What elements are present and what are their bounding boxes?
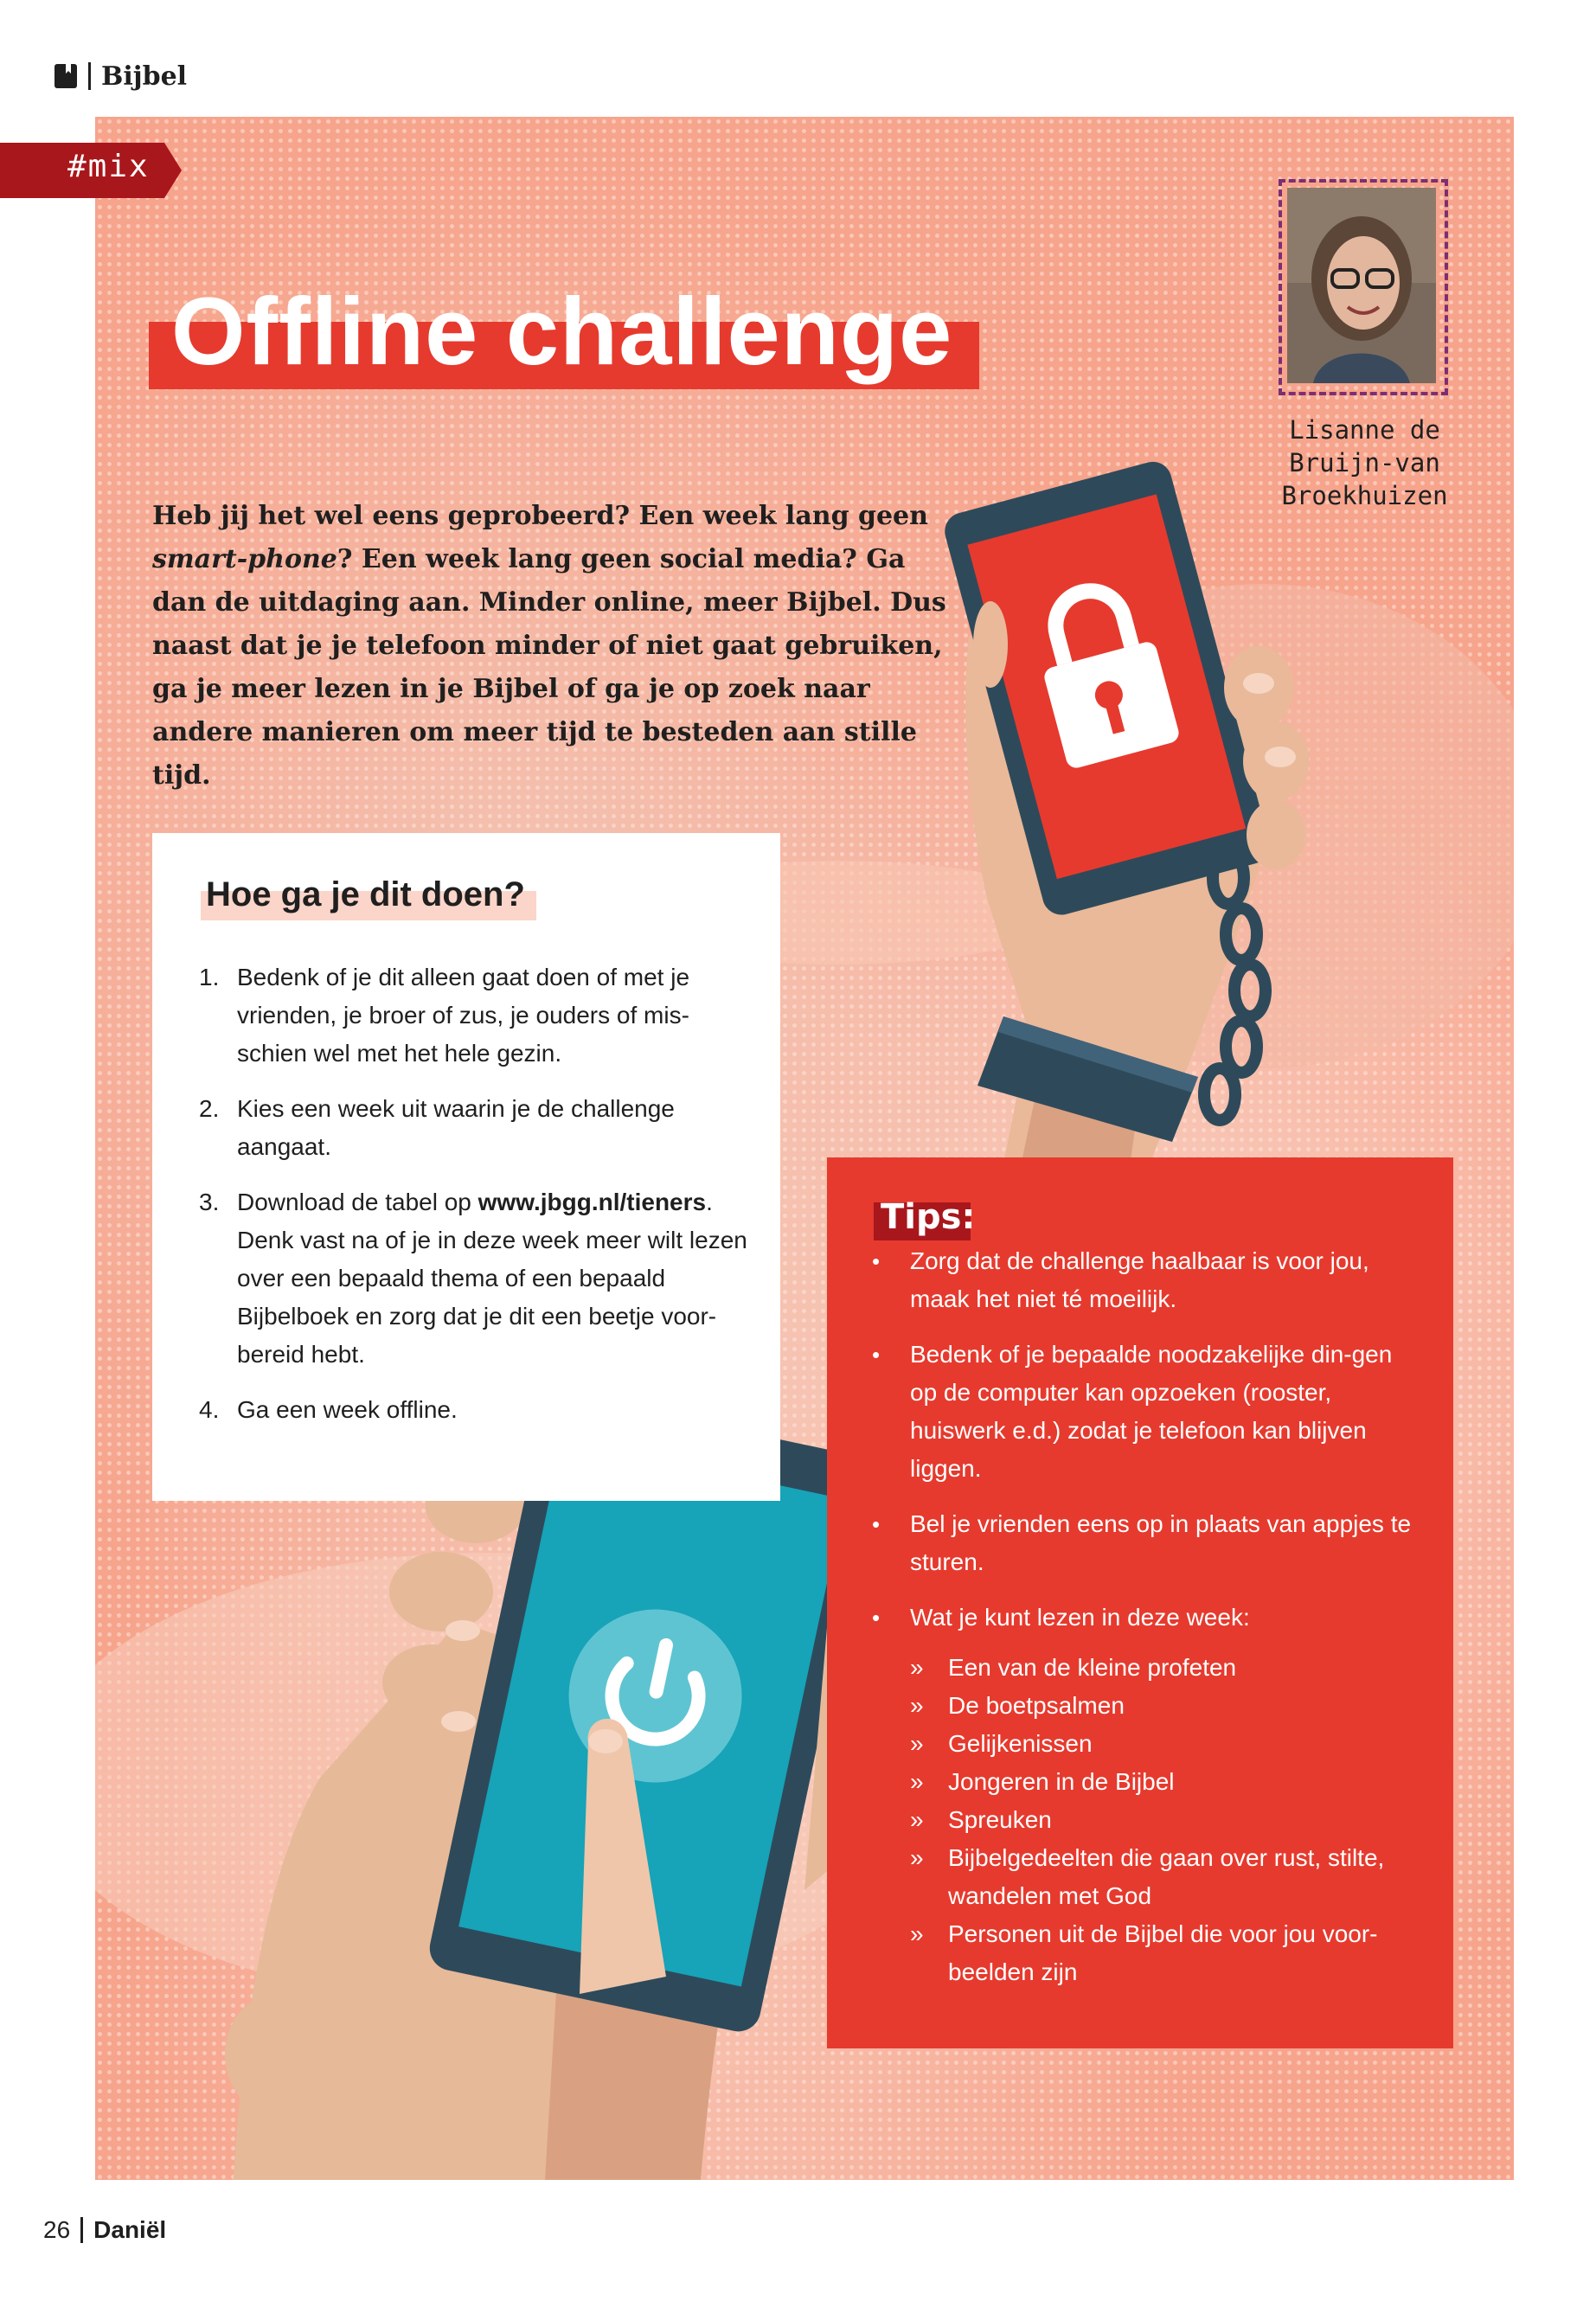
reading-item	[910, 1763, 1417, 1801]
step-number: 3.	[199, 1189, 220, 1215]
tip-item	[872, 1599, 1417, 1991]
page-number: 26	[43, 2216, 71, 2243]
howto-step	[199, 958, 753, 1073]
chevron: »	[910, 1692, 924, 1719]
tips-heading: Tips:	[881, 1197, 976, 1237]
footer-divider	[80, 2217, 83, 2243]
chevron: »	[910, 1806, 924, 1833]
reading-text: Gelijkenissen	[948, 1730, 1093, 1757]
tip-text: Bel je vrienden eens op in plaats van appjes te sturen.	[910, 1510, 1412, 1575]
book-icon	[54, 63, 78, 89]
step-number: 2.	[199, 1095, 220, 1122]
mix-tag-label: #mix	[67, 149, 150, 184]
howto-step	[199, 1183, 753, 1374]
step-text: Ga een week offline.	[237, 1396, 458, 1423]
reading-item	[910, 1915, 1417, 1991]
tip-item	[872, 1336, 1417, 1488]
step-number: 4.	[199, 1396, 220, 1423]
reading-item	[910, 1725, 1417, 1763]
step-number: 1.	[199, 964, 220, 990]
page-title: Offline challenge	[171, 279, 953, 385]
reading-item	[910, 1839, 1417, 1915]
section-label: Bijbel	[101, 61, 188, 92]
header-divider	[88, 62, 91, 90]
chevron: »	[910, 1844, 924, 1871]
step-text: . Denk vast na of je in deze week meer wilt lezen over een bepaald thema of een bepaald Bijbelboek en zorg dat je dit een beetje voor-bereid hebt.	[237, 1189, 747, 1368]
intro-text-1: Heb jij het wel eens geprobeerd? Een week lang geen	[152, 501, 928, 531]
tip-text: Zorg dat de challenge haalbaar is voor jou, maak het niet té moeilijk.	[910, 1247, 1369, 1312]
howto-step	[199, 1090, 753, 1166]
tips-list	[872, 1242, 1417, 2009]
chevron: »	[910, 1768, 924, 1795]
intro-text-2: ? Een week lang geen social media? Ga dan de uitdaging aan. Minder online, meer Bijbel. Dus naast dat je je telefoon minder of niet gaat gebruiken, ga je meer lezen in je Bijbel of ga je op zoek naar andere manieren om meer tijd te besteden aan stille tijd.	[152, 544, 946, 791]
page-footer	[43, 2216, 166, 2244]
download-link[interactable]: www.jbgg.nl/tieners	[478, 1189, 707, 1215]
tip-text: Wat je kunt lezen in deze week:	[910, 1604, 1250, 1631]
page-header	[54, 59, 187, 93]
bullet: •	[872, 1511, 881, 1537]
howto-heading: Hoe ga je dit doen?	[206, 875, 525, 913]
howto-step	[199, 1391, 753, 1429]
reading-item	[910, 1801, 1417, 1839]
step-text: Kies een week uit waarin je de challenge aangaat.	[237, 1095, 675, 1160]
reading-text: Spreuken	[948, 1806, 1052, 1833]
chevron: »	[910, 1730, 924, 1757]
reading-text: Personen uit de Bijbel die voor jou voor-beelden zijn	[948, 1920, 1378, 1985]
step-text: Bedenk of je dit alleen gaat doen of met je vrienden, je broer of zus, je ouders of mis-schien wel met het hele gezin.	[237, 964, 690, 1067]
howto-steps	[199, 958, 753, 1446]
tip-item	[872, 1505, 1417, 1581]
magazine-name: Daniël	[93, 2216, 167, 2243]
reading-text: Bijbelgedeelten die gaan over rust, stilte, wandelen met God	[948, 1844, 1385, 1909]
step-text: Download de tabel op	[237, 1189, 478, 1215]
chevron: »	[910, 1920, 924, 1947]
reading-item	[910, 1649, 1417, 1687]
author-photo-frame	[1279, 179, 1448, 395]
reading-list	[910, 1649, 1417, 1991]
tip-text: Bedenk of je bepaalde noodzakelijke din-gen op de computer kan opzoeken (rooster, huiswerk e.d.) zodat je telefoon kan blijven liggen.	[910, 1341, 1393, 1482]
intro-paragraph	[152, 495, 948, 798]
bullet: •	[872, 1605, 881, 1631]
reading-text: Een van de kleine profeten	[948, 1654, 1237, 1681]
tip-item	[872, 1242, 1417, 1318]
reading-item	[910, 1687, 1417, 1725]
intro-emphasis: smart-phone	[152, 544, 337, 574]
author-portrait	[1287, 188, 1436, 383]
author-name: Lisanne de Bruijn-van Broekhuizen	[1281, 415, 1448, 510]
bullet: •	[872, 1248, 881, 1274]
reading-text: Jongeren in de Bijbel	[948, 1768, 1175, 1795]
bullet: •	[872, 1342, 881, 1368]
chevron: »	[910, 1654, 924, 1681]
reading-text: De boetpsalmen	[948, 1692, 1125, 1719]
